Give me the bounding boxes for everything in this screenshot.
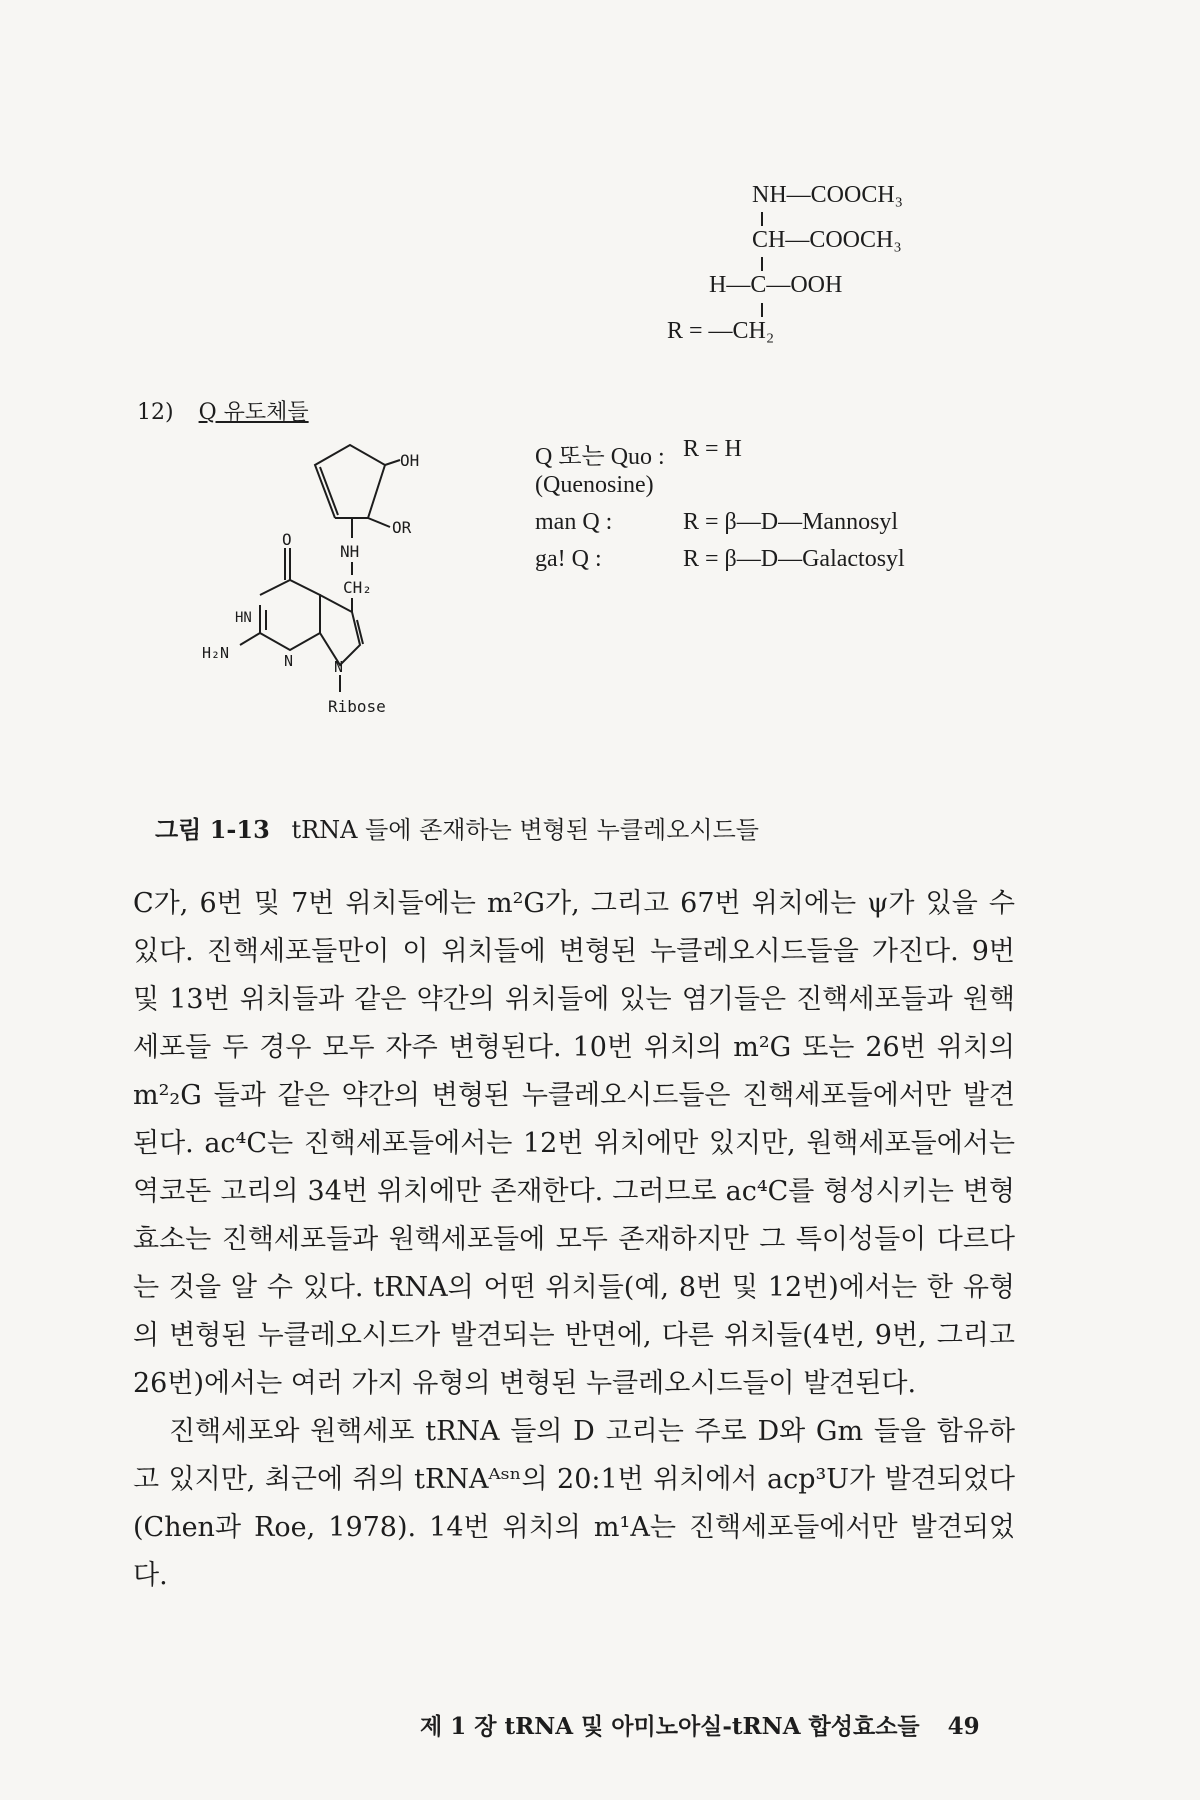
body-text: [133, 880, 1015, 1600]
label-hn: HN: [235, 610, 252, 626]
derivative-name: Q 또는 Quo :: [535, 444, 665, 470]
r-group-line-3: H—C—OOH: [709, 272, 843, 298]
label-h2n: H₂N: [202, 644, 230, 662]
page-number: 49: [947, 1713, 980, 1740]
derivative-value: R = β—D—Galactosyl: [683, 546, 905, 572]
r-group-bond-2: [761, 257, 763, 271]
derivative-value: R = β—D—Mannosyl: [683, 509, 899, 535]
figure-number: 그림 1-13: [155, 815, 270, 844]
paragraph: C가, 6번 및 7번 위치들에는 m²G가, 그리고 67번 위치에는 ψ가 있을 수 있다. 진핵세포들만이 이 위치들에 변형된 누클레오시드들을 가진다. 9번 및 13번 위치들과 같은 약간의 위치들에 있는 염기들은 진핵세포들과 원핵세포들 두 경우 모두 자주 변형된다. 10번 위치의 m²G 또는 26번 위치의 m²₂G 들과 같은 약간의 변형된 누클레오시드들은 진핵세포들에서만 발견된다. ac⁴C는 진핵세포들에서는 12번 위치에만 있지만, 원핵세포들에서는 역코돈 고리의 34번 위치에만 존재한다. 그러므로 ac⁴C를 형성시키는 변형 효소는 진핵세포들과 원핵세포들에 모두 존재하지만 그 특이성들이 다르다는 것을 알 수 있다. tRNA의 어떤 위치들(예, 8번 및 12번)에서는 한 유형의 변형된 누클레오시드가 발견되는 반면에, 다른 위치들(4번, 9번, 그리고 26번)에서는 여러 가지 유형의 변형된 누클레오시드들이 발견된다.: [133, 888, 1015, 1399]
label-o: O: [282, 530, 292, 549]
derivative-row: [535, 546, 905, 573]
derivative-row: [535, 436, 742, 471]
figure-caption: [155, 810, 759, 845]
chapter-title: 제 1 장 tRNA 및 아미노아실-tRNA 합성효소들: [420, 1713, 920, 1740]
label-ch2: CH₂: [343, 578, 372, 597]
derivative-name: ga! Q :: [535, 546, 602, 572]
queuosine-structure: [200, 430, 500, 760]
section-number: 12): [137, 400, 174, 425]
paragraph: 진핵세포와 원핵세포 tRNA 들의 D 고리는 주로 D와 Gm 들을 함유하고 있지만, 최근에 쥐의 tRNAᴬˢⁿ의 20:1번 위치에서 acp³U가 발견되었다(Chen과 Roe, 1978). 14번 위치의 m¹A는 진핵세포들에서만 발견되었다.: [133, 1416, 1015, 1591]
derivative-name: man Q :: [535, 509, 613, 535]
derivative-name: (Quenosine): [535, 472, 654, 498]
derivative-row: [535, 472, 654, 499]
label-n-ring2: N: [334, 658, 344, 676]
label-or: OR: [392, 518, 412, 537]
label-n-ring1: N: [284, 652, 294, 670]
r-group-line-4: R = —CH₂: [667, 318, 775, 344]
section-heading: [137, 395, 309, 426]
section-title: Q 유도체들: [198, 400, 309, 425]
r-group-line-1: NH—COOCH₃: [752, 182, 904, 208]
derivative-row: [535, 509, 899, 536]
page-footer: [420, 1708, 980, 1741]
r-group-line-2: CH—COOCH₃: [752, 227, 902, 253]
r-group-bond-3: [761, 303, 763, 317]
figure-caption-text: tRNA 들에 존재하는 변형된 누클레오시드들: [291, 816, 759, 844]
structure-bonds: [240, 445, 400, 692]
label-oh: OH: [400, 451, 420, 470]
r-group-bond-1: [761, 212, 763, 226]
label-ribose: Ribose: [328, 697, 386, 716]
label-nh: NH: [340, 542, 360, 561]
derivative-value: R = H: [683, 436, 742, 462]
